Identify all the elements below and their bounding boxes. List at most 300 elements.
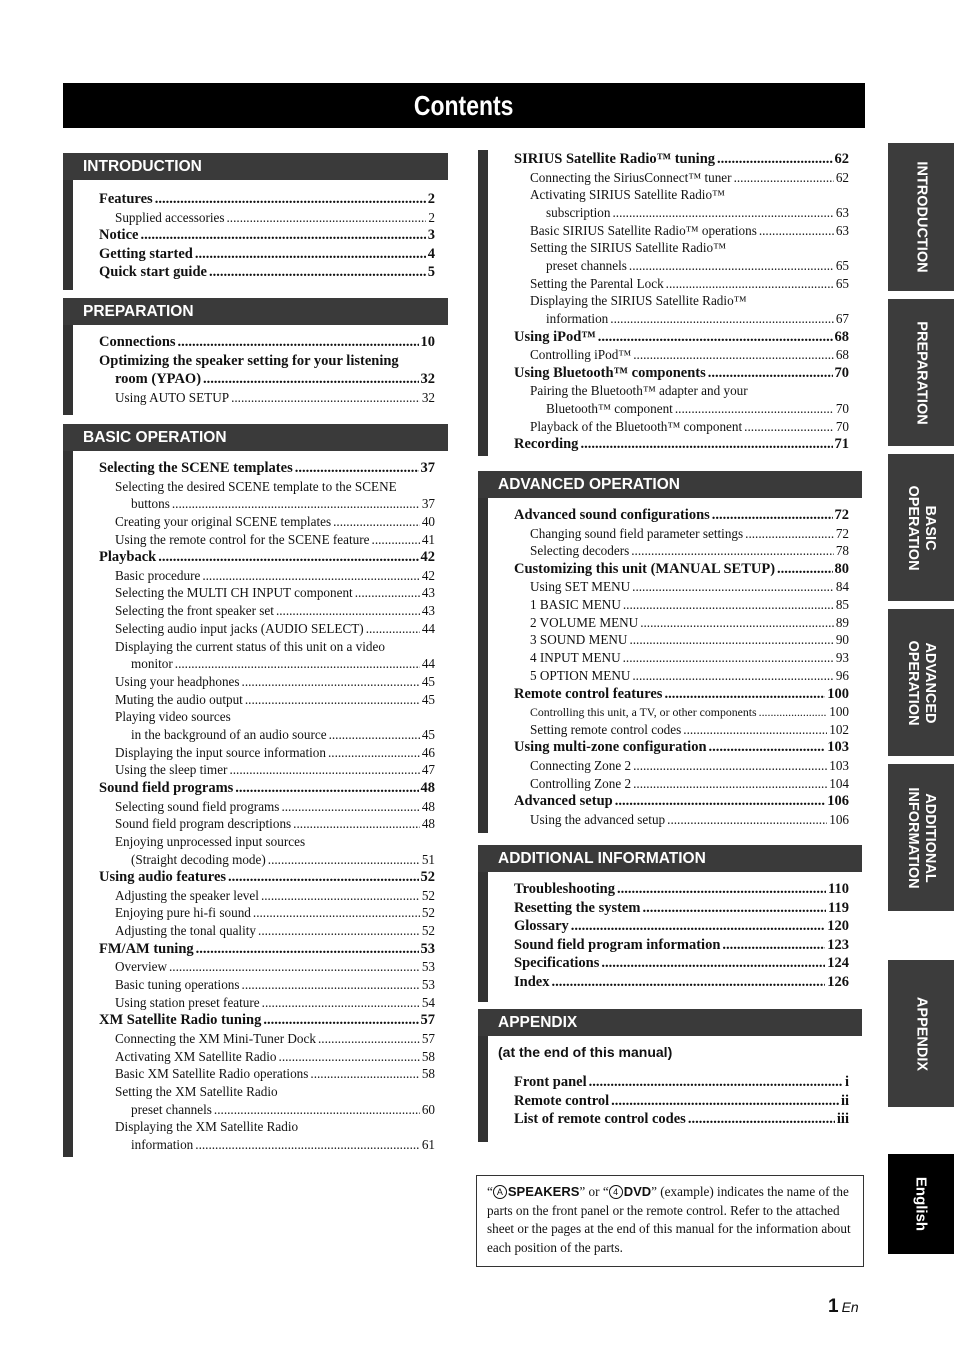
dot-leader [580, 435, 832, 454]
dot-leader [759, 704, 828, 721]
toc-entry-title: Selecting decoders [530, 543, 630, 559]
section-basic-operation-continued [478, 150, 862, 456]
toc-entry-title: Activating XM Satellite Radio [115, 1048, 277, 1064]
dot-leader [328, 744, 420, 762]
toc-entry-major[interactable] [99, 868, 435, 887]
toc-entry-title: Connecting the SiriusConnect™ tuner [530, 169, 732, 185]
toc-entry-major[interactable] [514, 738, 849, 757]
toc-entry-page: 103 [827, 739, 849, 756]
dot-leader [231, 389, 420, 407]
toc-entry-page: 48 [421, 798, 435, 814]
toc-entry-page: 52 [421, 923, 435, 939]
section-heading: ADDITIONAL INFORMATION [478, 845, 862, 872]
toc-entry-minor[interactable] [99, 620, 435, 638]
toc-entry-minor[interactable] [99, 478, 435, 496]
tab-label: ADDITIONAL INFORMATION [905, 786, 938, 889]
toc-entry-minor[interactable] [514, 346, 849, 364]
dot-leader [293, 815, 420, 833]
toc-entry-page: 54 [421, 994, 435, 1010]
toc-entry-minor[interactable] [514, 542, 849, 560]
dot-leader [708, 364, 833, 383]
toc-entry-title: Displaying the XM Satellite Radio [115, 1119, 299, 1135]
toc-entry-title: Selecting the front speaker set [115, 603, 274, 619]
toc-entry-page: 67 [835, 311, 849, 326]
toc-entry-title: 4 INPUT MENU [530, 650, 621, 666]
toc-entry-title: Remote control [514, 1092, 610, 1109]
toc-entry-major[interactable] [99, 940, 435, 959]
tab-basic-operation[interactable] [888, 454, 954, 601]
toc-entry-page: 3 [427, 227, 435, 244]
dot-leader [611, 1092, 839, 1111]
toc-entry-minor[interactable] [99, 1118, 435, 1136]
dot-leader [227, 209, 427, 227]
toc-entry-title: Using multi-zone configuration [514, 739, 707, 756]
toc-entry-major[interactable] [99, 1011, 435, 1030]
dot-leader [744, 418, 834, 436]
toc-entry-page: 45 [421, 726, 435, 742]
toc-entry-page: 2 [428, 209, 435, 225]
toc-entry-title: Using station preset feature [115, 994, 260, 1010]
parts-note [476, 1175, 864, 1267]
toc-entry-minor[interactable] [99, 513, 435, 531]
dot-leader [202, 567, 419, 585]
toc-entry-minor[interactable] [514, 721, 849, 739]
toc-entry-minor[interactable] [99, 691, 435, 709]
toc-entry-page: 43 [421, 585, 435, 601]
toc-entry-minor[interactable] [514, 649, 849, 667]
toc-entry-minor[interactable] [514, 596, 849, 614]
toc-entry-page: 58 [421, 1066, 435, 1082]
toc-entry-major[interactable] [99, 226, 435, 245]
toc-entry-minor[interactable] [514, 400, 849, 418]
toc-entry-title: Bluetooth™ component [546, 401, 673, 417]
dot-leader [195, 1136, 420, 1154]
dot-leader [632, 667, 833, 685]
toc-entry-title: FM/AM tuning [99, 940, 194, 957]
toc-entry-minor[interactable] [514, 775, 849, 793]
dot-leader [242, 976, 420, 994]
toc-entry-page: 61 [421, 1137, 435, 1152]
toc-entry-title: Muting the audio output [115, 691, 243, 707]
dot-leader [642, 899, 826, 918]
toc-entry-page: 100 [827, 685, 849, 702]
toc-entry-minor[interactable] [514, 222, 849, 240]
dot-leader [261, 887, 420, 905]
toc-entry-minor[interactable] [99, 976, 435, 994]
toc-entry-page: 70 [835, 418, 849, 434]
toc-entry-title: Setting the XM Satellite Radio [115, 1083, 278, 1099]
toc-entry-title: Notice [99, 227, 139, 244]
toc-entry-major[interactable] [99, 190, 435, 209]
toc-entry-title: Connections [99, 334, 176, 350]
dot-leader [329, 726, 420, 744]
note-text: ” (example) indicates the name of the parts on the front panel or the remote control. Refer to the attached sheet or the pages at the end of this manual for the information about each position of the parts. [487, 1184, 851, 1255]
toc-list [488, 1073, 862, 1129]
dot-leader [615, 792, 826, 811]
toc-entry-page: 104 [829, 775, 849, 791]
toc-entry-page: 10 [420, 334, 435, 350]
section-appendix [478, 1009, 862, 1142]
toc-entry-title: Quick start guide [99, 264, 207, 281]
toc-entry-title: Using iPod™ [514, 328, 596, 345]
toc-entry-title: (Straight decoding mode) [131, 851, 266, 867]
toc-entry-minor[interactable] [514, 239, 849, 257]
toc-entry-title: Specifications [514, 955, 600, 971]
toc-entry-page: 71 [834, 436, 849, 453]
toc-entry-page: 120 [827, 918, 849, 934]
toc-entry-title: Using the sleep timer [115, 762, 228, 778]
toc-entry-page: 42 [420, 549, 435, 566]
dot-leader [623, 649, 834, 667]
toc-entry-page: 2 [427, 191, 435, 207]
page-number-value: 1 [828, 1296, 839, 1317]
dot-leader [172, 495, 420, 513]
toc-entry-title: Connecting Zone 2 [530, 757, 632, 773]
toc-entry-title: Resetting the system [514, 899, 641, 916]
dot-leader [589, 1073, 843, 1092]
toc-entry-minor[interactable] [99, 673, 435, 691]
toc-entry-title: 3 SOUND MENU [530, 632, 628, 648]
dot-leader [140, 226, 425, 245]
toc-entry-minor[interactable] [514, 186, 849, 204]
toc-entry-minor[interactable] [514, 310, 849, 328]
note-speakers-label: SPEAKERS [507, 1184, 580, 1199]
toc-entry-title: Using SET MENU [530, 579, 631, 595]
toc-entry-minor[interactable] [99, 798, 435, 816]
toc-entry-title: Creating your original SCENE templates [115, 513, 332, 529]
page-title: Contents [63, 83, 865, 128]
toc-entry-major[interactable] [514, 792, 849, 811]
dot-leader [666, 275, 834, 293]
dot-leader [253, 904, 420, 922]
toc-entry-page: 96 [835, 667, 849, 683]
dot-leader [169, 958, 420, 976]
dot-leader [709, 738, 826, 757]
dot-leader [759, 222, 834, 240]
toc-entry-major[interactable] [514, 364, 849, 383]
toc-entry-title: Displaying the current status of this unit on a video [115, 638, 385, 654]
toc-entry-title: Sound field program descriptions [115, 816, 292, 832]
toc-entry-title: information [546, 311, 609, 326]
toc-entry-page: 52 [420, 869, 435, 886]
dot-leader [745, 525, 834, 543]
toc-entry-major[interactable] [99, 245, 435, 264]
toc-entry-minor[interactable] [99, 833, 435, 851]
toc-entry-major[interactable] [514, 150, 849, 169]
toc-entry-title: Using audio features [99, 869, 227, 886]
toc-entry-page: 37 [420, 460, 435, 476]
toc-entry-major[interactable] [99, 548, 435, 567]
toc-entry-title: Features [99, 191, 153, 207]
toc-entry-minor[interactable] [514, 525, 849, 543]
dot-leader [717, 150, 832, 169]
toc-entry-title: Selecting the MULTI CH INPUT component [115, 585, 353, 601]
toc-entry-page: ii [840, 1092, 849, 1109]
toc-entry-title: Selecting audio input jacks (AUDIO SELECT) [115, 620, 364, 636]
toc-entry-page: 48 [420, 780, 435, 796]
toc-entry-page: 41 [421, 531, 435, 547]
tab-preparation[interactable] [888, 299, 954, 446]
toc-entry-minor[interactable] [514, 631, 849, 649]
dot-leader [664, 685, 825, 704]
dot-leader [551, 973, 825, 992]
toc-entry-page: 62 [834, 151, 849, 167]
toc-entry-minor[interactable] [514, 578, 849, 596]
toc-entry-page: iii [836, 1111, 849, 1127]
toc-entry-title: Setting the Parental Lock [530, 275, 664, 291]
toc-entry-minor[interactable] [99, 1065, 435, 1083]
toc-entry-title: subscription [546, 204, 611, 220]
toc-entry-minor[interactable] [99, 584, 435, 602]
dot-leader [245, 691, 420, 709]
section-basic-operation [63, 424, 448, 1157]
toc-entry-page: 57 [420, 1012, 435, 1029]
toc-entry-minor[interactable] [514, 275, 849, 293]
toc-list [488, 150, 862, 454]
toc-entry-major[interactable] [514, 1092, 849, 1111]
toc-entry-minor[interactable] [99, 708, 435, 726]
dot-leader [229, 761, 419, 779]
toc-entry-page: 60 [421, 1101, 435, 1117]
toc-entry-title: Enjoying pure hi-fi sound [115, 905, 251, 921]
dot-leader [203, 370, 418, 389]
toc-entry-page: 42 [421, 567, 435, 583]
toc-entry-title: Selecting the desired SCENE template to the SCENE [115, 478, 397, 494]
toc-entry-page: 4 [427, 245, 435, 262]
toc-entry-major[interactable] [514, 880, 849, 899]
toc-entry-major[interactable] [514, 954, 849, 973]
toc-entry-major[interactable] [514, 685, 849, 704]
dot-leader [155, 190, 426, 209]
toc-entry-page: 78 [835, 543, 849, 559]
toc-entry-page: 72 [835, 525, 849, 541]
toc-entry-title: information [131, 1137, 194, 1152]
toc-entry-page: 72 [834, 507, 849, 523]
toc-entry-page: 93 [835, 650, 849, 666]
toc-entry-page: 70 [834, 364, 849, 381]
toc-entry-minor[interactable] [514, 703, 849, 721]
dot-leader [209, 263, 426, 282]
toc-entry-minor[interactable] [99, 1030, 435, 1048]
tab-appendix[interactable] [888, 960, 954, 1107]
dot-leader [195, 245, 426, 264]
tab-label: ADVANCED OPERATION [905, 639, 938, 726]
toc-entry-page: 44 [421, 620, 435, 636]
toc-entry-page: 40 [421, 513, 435, 529]
toc-entry-minor[interactable] [99, 1083, 435, 1101]
toc-entry-page: 63 [835, 222, 849, 238]
toc-entry-minor[interactable] [514, 169, 849, 187]
dot-leader [640, 614, 834, 632]
toc-entry-title: Customizing this unit (MANUAL SETUP) [514, 560, 776, 577]
toc-entry-major[interactable] [514, 936, 849, 955]
dot-leader [632, 578, 834, 596]
toc-entry-major[interactable] [99, 352, 435, 371]
toc-entry-title: Enjoying unprocessed input sources [115, 833, 306, 849]
dot-leader [633, 757, 827, 775]
toc-entry-minor[interactable] [514, 292, 849, 310]
toc-entry-page: 32 [421, 389, 435, 405]
section-introduction [63, 153, 448, 290]
toc-entry-minor[interactable] [99, 531, 435, 549]
dot-leader [722, 936, 825, 955]
section-heading: BASIC OPERATION [63, 424, 448, 451]
toc-entry-minor[interactable] [99, 744, 435, 762]
dot-leader [214, 1101, 420, 1119]
toc-entry-page: 68 [834, 328, 849, 345]
toc-entry-minor[interactable] [99, 1048, 435, 1066]
toc-entry-title: Connecting the XM Mini-Tuner Dock [115, 1030, 316, 1046]
toc-entry-title: preset channels [546, 257, 627, 273]
toc-entry-title: Sound field programs [99, 780, 234, 796]
dot-leader [617, 880, 826, 899]
tab-introduction[interactable] [888, 143, 954, 291]
toc-entry-title: Pairing the Bluetooth™ adapter and your [530, 383, 748, 399]
dot-leader [262, 994, 420, 1012]
toc-entry-minor[interactable] [514, 757, 849, 775]
toc-entry-page: 52 [421, 887, 435, 903]
toc-entry-title: Adjusting the speaker level [115, 887, 259, 903]
toc-entry-minor[interactable] [514, 204, 849, 222]
dot-leader [196, 940, 419, 959]
toc-entry-page: 57 [421, 1030, 435, 1046]
dot-leader [734, 169, 834, 187]
toc-entry-minor[interactable] [99, 1101, 435, 1119]
toc-entry-minor[interactable] [99, 655, 435, 673]
toc-entry-title: Using the advanced setup [530, 811, 666, 827]
toc-entry-title: Displaying the input source information [115, 744, 326, 760]
toc-entry-minor[interactable] [514, 811, 849, 829]
toc-entry-title: Setting remote control codes [530, 721, 682, 737]
toc-list [488, 880, 862, 991]
toc-entry-major[interactable] [514, 973, 849, 992]
toc-entry-minor[interactable] [514, 418, 849, 436]
toc-entry-page: 106 [829, 811, 849, 827]
tab-label: English [912, 1176, 930, 1232]
dot-leader [667, 811, 827, 829]
toc-entry-title: Index [514, 973, 550, 990]
tab-advanced-operation[interactable] [888, 609, 954, 756]
toc-entry-major[interactable] [99, 779, 435, 798]
dot-leader [777, 560, 832, 579]
toc-entry-minor[interactable] [99, 994, 435, 1012]
toc-entry-minor[interactable] [99, 209, 435, 227]
toc-entry-minor[interactable] [514, 667, 849, 685]
dot-leader [712, 506, 833, 525]
toc-entry-major[interactable] [514, 1073, 849, 1092]
toc-entry-minor[interactable] [99, 1136, 435, 1154]
section-additional-information [478, 845, 862, 1002]
toc-entry-minor[interactable] [99, 567, 435, 585]
toc-entry-minor[interactable] [99, 726, 435, 744]
toc-entry-page: 70 [835, 401, 849, 417]
toc-entry-major[interactable] [99, 333, 435, 352]
toc-entry-title: Front panel [514, 1074, 587, 1090]
toc-entry-title: preset channels [131, 1101, 212, 1117]
toc-entry-major[interactable] [514, 435, 849, 454]
toc-entry-title: Sound field program information [514, 936, 721, 953]
section-preparation [63, 298, 448, 415]
toc-entry-minor[interactable] [514, 257, 849, 275]
toc-entry-page: 43 [421, 603, 435, 619]
toc-entry-title: Playing video sources [115, 709, 231, 725]
toc-entry-page: 47 [421, 762, 435, 778]
note-text: ” or “ [579, 1184, 609, 1199]
tab-additional-information[interactable] [888, 764, 954, 911]
toc-entry-major[interactable] [514, 899, 849, 918]
toc-entry-minor[interactable] [514, 382, 849, 400]
toc-entry-minor[interactable] [99, 887, 435, 905]
toc-entry-page: 126 [827, 973, 849, 990]
toc-entry-title: Selecting sound field programs [115, 798, 280, 814]
toc-entry-title: Playback of the Bluetooth™ component [530, 418, 743, 434]
toc-entry-title: 2 VOLUME MENU [530, 614, 639, 630]
toc-entry-major[interactable] [99, 370, 435, 389]
toc-entry-major[interactable] [514, 1110, 849, 1129]
toc-entry-page: 110 [828, 881, 849, 897]
toc-entry-minor[interactable] [99, 761, 435, 779]
toc-entry-minor[interactable] [99, 815, 435, 833]
toc-entry-major[interactable] [514, 506, 849, 525]
toc-entry-page: 45 [421, 673, 435, 689]
toc-entry-page: 106 [827, 793, 849, 810]
tab-label: PREPARATION [913, 320, 930, 425]
toc-entry-title: Optimizing the speaker setting for your listening [99, 352, 399, 369]
section-heading: APPENDIX [478, 1009, 862, 1036]
toc-entry-page: 100 [829, 704, 849, 719]
dot-leader [178, 333, 419, 352]
toc-entry-minor[interactable] [99, 638, 435, 656]
dot-leader [571, 917, 825, 936]
toc-entry-title: SIRIUS Satellite Radio™ tuning [514, 151, 716, 167]
toc-entry-minor[interactable] [99, 495, 435, 513]
toc-list [488, 506, 862, 828]
toc-entry-title: Glossary [514, 918, 569, 934]
toc-entry-page: 53 [420, 940, 435, 957]
toc-entry-minor[interactable] [99, 958, 435, 976]
toc-entry-major[interactable] [99, 263, 435, 282]
tab-label: INTRODUCTION [913, 161, 930, 273]
toc-entry-major[interactable] [99, 459, 435, 478]
toc-entry-minor[interactable] [99, 389, 435, 407]
note-dvd-label: DVD [623, 1184, 652, 1199]
toc-entry-major[interactable] [514, 328, 849, 347]
toc-entry-minor[interactable] [99, 922, 435, 940]
toc-entry-minor[interactable] [514, 614, 849, 632]
toc-entry-major[interactable] [514, 560, 849, 579]
tab-label: BASIC OPERATION [905, 484, 938, 571]
toc-entry-title: monitor [131, 656, 173, 672]
dot-leader [355, 584, 420, 602]
toc-entry-title: 1 BASIC MENU [530, 597, 621, 613]
toc-entry-page: 48 [421, 816, 435, 832]
toc-entry-title: room (YPAO) [115, 371, 202, 387]
toc-entry-title: Getting started [99, 245, 193, 262]
toc-entry-minor[interactable] [99, 851, 435, 869]
toc-entry-minor[interactable] [99, 904, 435, 922]
toc-entry-page: 45 [421, 691, 435, 707]
toc-entry-major[interactable] [514, 917, 849, 936]
toc-entry-title: XM Satellite Radio tuning [99, 1012, 262, 1029]
toc-entry-page: 5 [427, 264, 435, 281]
toc-entry-title: buttons [131, 496, 170, 512]
tab-english[interactable] [888, 1154, 954, 1254]
dot-leader [281, 798, 419, 816]
dot-leader [258, 922, 420, 940]
dot-leader [268, 851, 420, 869]
toc-entry-title: Using the remote control for the SCENE feature [115, 531, 370, 547]
toc-entry-minor[interactable] [99, 602, 435, 620]
